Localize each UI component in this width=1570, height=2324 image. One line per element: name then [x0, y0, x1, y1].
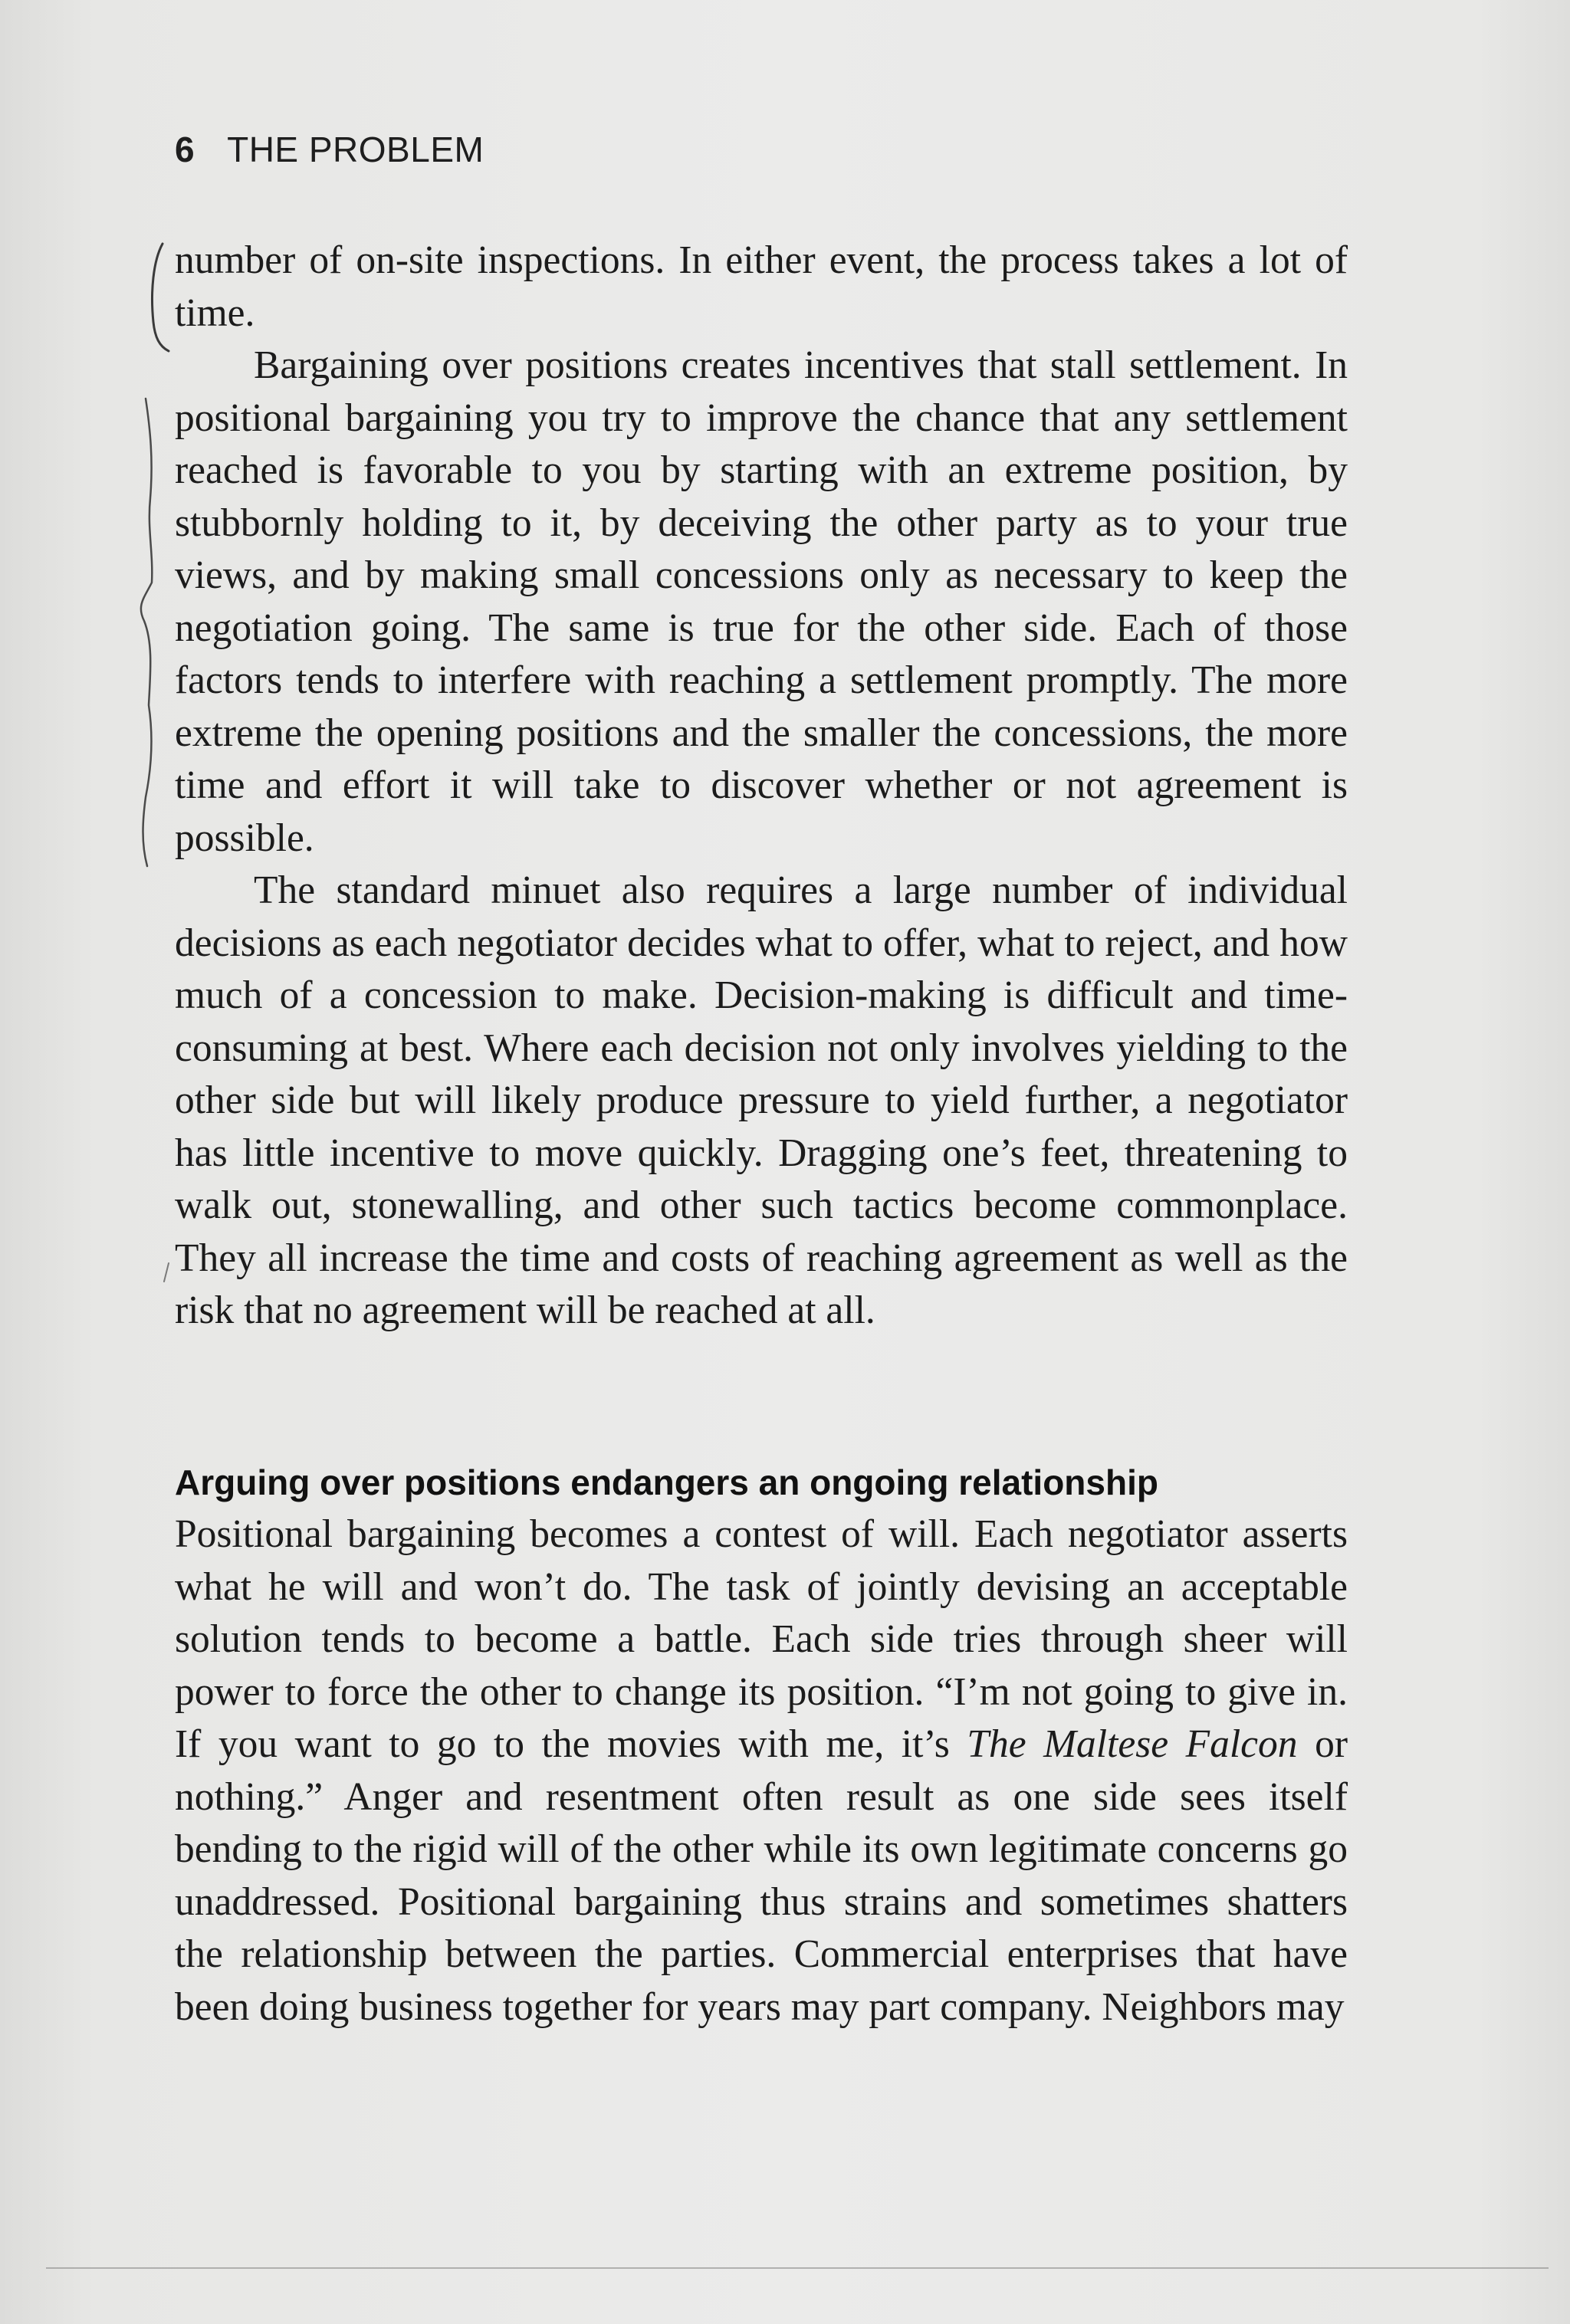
paragraph-relationship: [175, 1508, 1348, 2034]
body-text: [175, 235, 1348, 1338]
section-title: THE PROBLEM: [227, 130, 484, 169]
section-heading: Arguing over positions endangers an ongoing relationship: [175, 1462, 1158, 1502]
running-head: [175, 129, 484, 170]
paragraph-text-after-title: or nothing.” Anger and resentment often result as one side sees itself bending to the rigid will of the other while its own legitimate concerns go unaddressed. Positional bargaining thus strains and sometimes shatters the relationship between the parties. Commercial enterprises that have been doing business together for years may part company. Neighbors may: [175, 1722, 1348, 2029]
section-body: [175, 1508, 1348, 2034]
paragraph-incentives: Bargaining over positions creates incentives that stall settlement. In positional bargaining you try to improve the chance that any settlement reached is favorable to you by starting with an extreme position, by stubbornly holding to it, by deceiving the other party as to your true views, and by making small concessions only as necessary to keep the negotiation going. The same is true for the other side. Each of those factors tends to interfere with reaching a settlement promptly. The more extreme the opening positions and the smaller the concessions, the more time and effort it will take to discover whether or not agreement is possible.: [175, 343, 1348, 860]
paragraph-text-before-title: Positional bargaining becomes a contest of will. Each negotiator asserts what he will and won’t do. The task of jointly devising an acceptable solution tends to become a battle. Each side tries through sheer will power to force the other to change its position. “I’m not going to give in. If you want to go to the movies with me, it’s: [175, 1512, 1348, 1766]
film-title: The Maltese Falcon: [967, 1722, 1298, 1766]
paragraph-continuation: number of on-site inspections. In either event, the process takes a lot of time.: [175, 238, 1348, 335]
page-number: 6: [175, 130, 195, 169]
pencil-bracket-long: [141, 399, 152, 866]
paragraph-minuet: The standard minuet also requires a large number of individual decisions as each negotiator decides what to offer, what to reject, and how much of a concession to make. Decision-making is difficult and time-consuming at best. Where each decision not only involves yielding to the other side but will likely produce pressure to yield further, a negotiator has little incentive to move quickly. Dragging one’s feet, threatening to walk out, stonewalling, and other such tactics become commonplace. They all increase the time and costs of reaching agreement as well as the risk that no agreement will be reached at all.: [175, 868, 1348, 1332]
pencil-tick: [164, 1263, 169, 1282]
page-bottom-edge: [46, 2267, 1549, 2269]
pencil-bracket-top: [153, 244, 169, 351]
